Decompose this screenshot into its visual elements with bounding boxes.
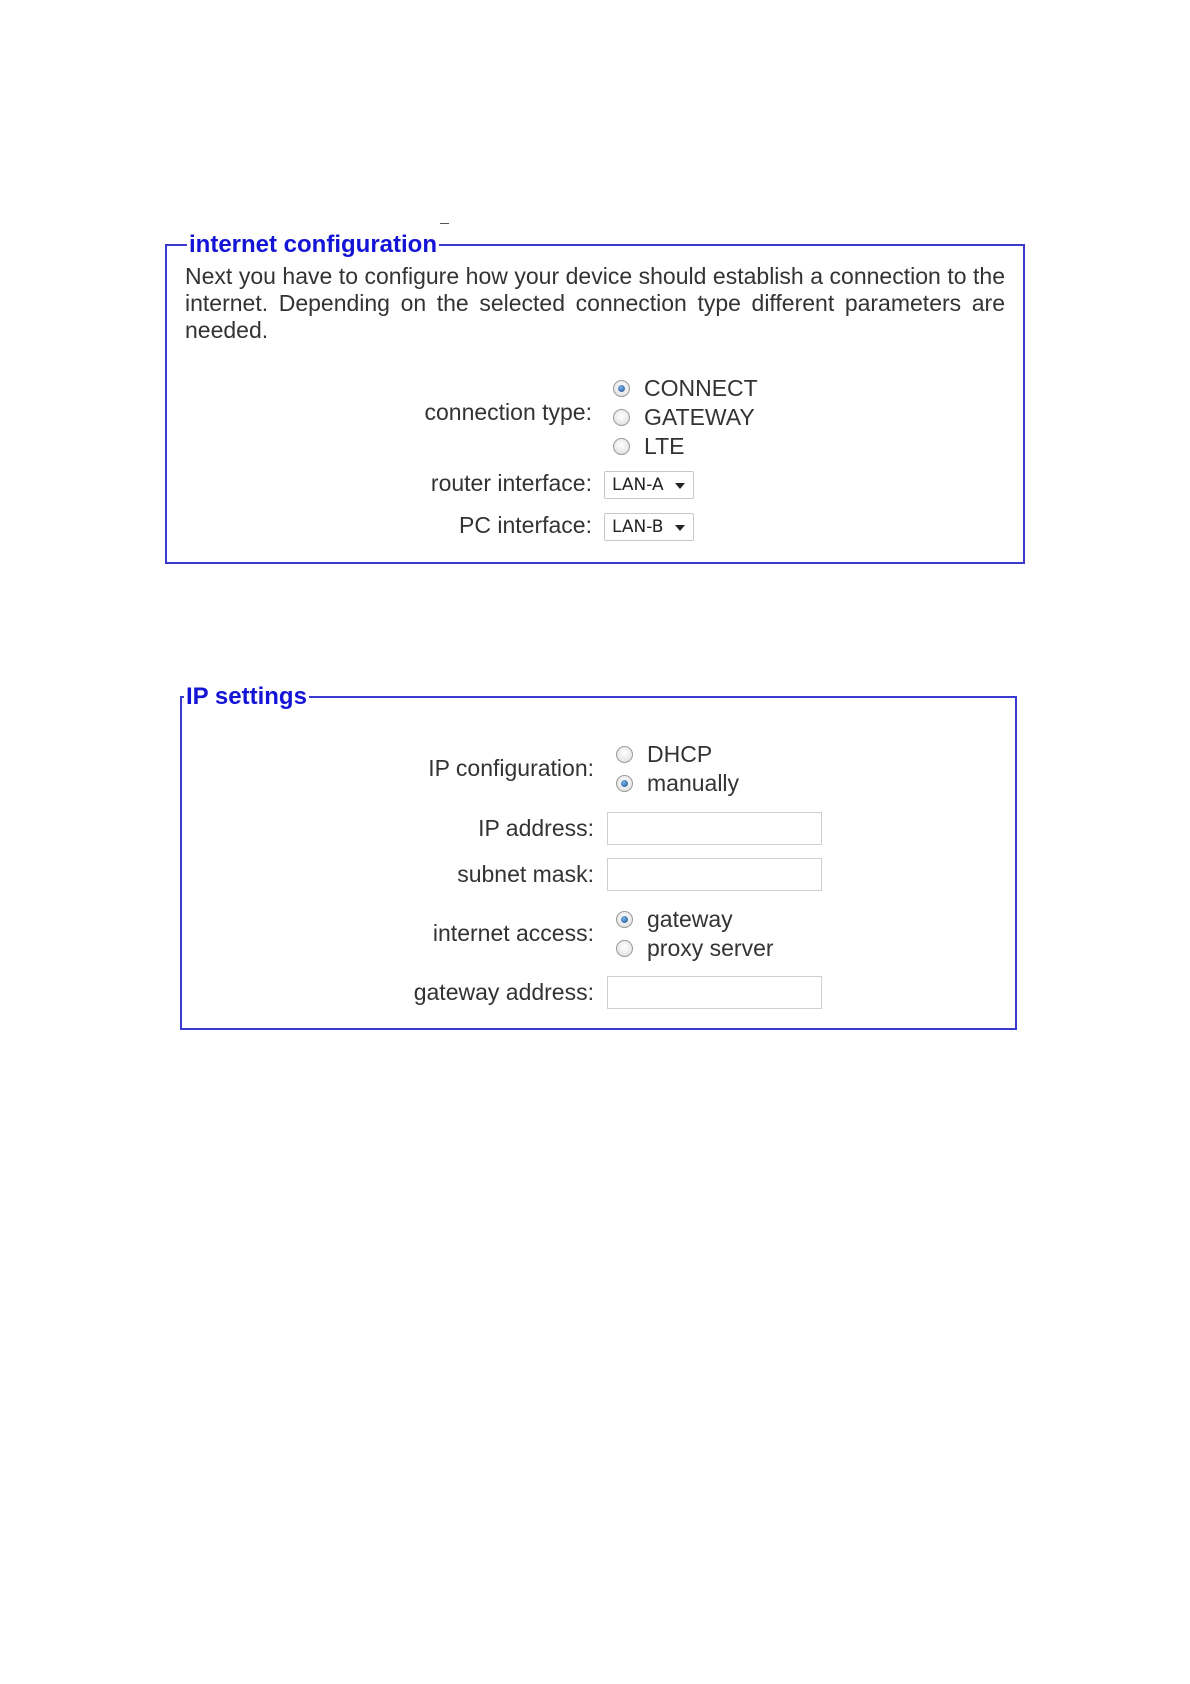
router-interface-value: LAN-A — [612, 475, 664, 495]
ip-address-label: IP address: — [478, 815, 594, 841]
internet-access-option-label: proxy server — [647, 935, 774, 961]
radio-icon[interactable] — [613, 380, 630, 397]
ip-settings-title: IP settings — [186, 683, 307, 710]
internet-access-option-gateway[interactable] — [616, 905, 774, 934]
connection-type-option-label: LTE — [644, 433, 685, 459]
radio-icon[interactable] — [616, 746, 633, 763]
router-interface-label: router interface: — [430, 470, 592, 496]
subnet-mask-label: subnet mask: — [457, 861, 594, 887]
internet-access-label: internet access: — [432, 920, 594, 946]
internet-access-option-proxy-server[interactable] — [616, 934, 774, 963]
connection-type-option-connect[interactable] — [613, 374, 758, 403]
ip-configuration-radio-group — [616, 740, 739, 798]
internet-configuration-title: internet configuration — [189, 231, 437, 258]
internet-configuration-group — [165, 231, 1025, 564]
radio-icon[interactable] — [613, 409, 630, 426]
connection-type-label: connection type: — [424, 399, 592, 425]
pc-interface-select[interactable] — [604, 513, 694, 541]
ip-settings-group — [180, 683, 1017, 1030]
ip-configuration-option-label: manually — [647, 770, 740, 796]
connection-type-radio-group — [613, 374, 758, 461]
stray-mark — [440, 223, 449, 224]
ip-address-input[interactable] — [607, 812, 822, 845]
pc-interface-label: PC interface: — [459, 512, 592, 538]
internet-access-radio-group — [616, 905, 774, 963]
chevron-down-icon — [675, 525, 685, 531]
connection-type-option-label: CONNECT — [644, 375, 758, 401]
gateway-address-input[interactable] — [607, 976, 822, 1009]
chevron-down-icon — [675, 483, 685, 489]
connection-type-option-label: GATEWAY — [644, 404, 755, 430]
ip-configuration-option-dhcp[interactable] — [616, 740, 739, 769]
ip-configuration-label: IP configuration: — [428, 755, 594, 781]
radio-icon[interactable] — [616, 911, 633, 928]
subnet-mask-input[interactable] — [607, 858, 822, 891]
radio-icon[interactable] — [616, 940, 633, 957]
ip-configuration-option-manually[interactable] — [616, 769, 739, 798]
connection-type-option-gateway[interactable] — [613, 403, 758, 432]
pc-interface-value: LAN-B — [612, 517, 664, 537]
radio-icon[interactable] — [613, 438, 630, 455]
internet-configuration-description: Next you have to configure how your device should establish a connection to the internet. Depending on the selected connection type different parameters are needed. — [185, 263, 1005, 343]
radio-icon[interactable] — [616, 775, 633, 792]
ip-configuration-option-label: DHCP — [647, 741, 713, 767]
connection-type-option-lte[interactable] — [613, 432, 758, 461]
router-interface-select[interactable] — [604, 471, 694, 499]
internet-access-option-label: gateway — [647, 906, 733, 932]
gateway-address-label: gateway address: — [413, 979, 594, 1005]
